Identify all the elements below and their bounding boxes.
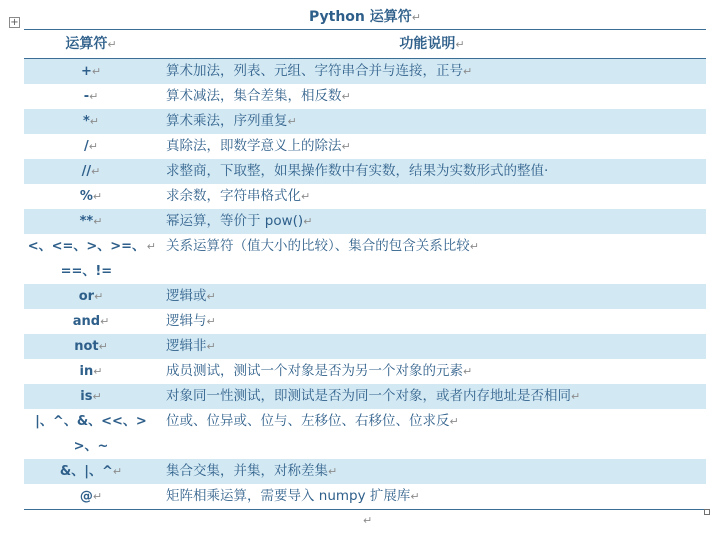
- operator-cell: - ↵: [83, 89, 99, 104]
- operator-cell: in ↵: [79, 364, 103, 379]
- table-row: [24, 334, 706, 359]
- operator-cell: + ↵: [80, 64, 102, 79]
- description-cell: 逻辑非↵: [166, 338, 216, 354]
- table-header-row: [24, 30, 706, 59]
- paragraph-mark-icon: ↵: [411, 11, 421, 24]
- table-move-handle-icon[interactable]: +: [10, 17, 19, 28]
- operator-cell: % ↵: [79, 189, 103, 204]
- table-row: [24, 384, 706, 409]
- operator-cell: &、|、^ ↵: [59, 464, 123, 479]
- table-row: [24, 159, 706, 184]
- caption-text: Python 运算符: [309, 9, 412, 25]
- paragraph-mark-icon: ↵: [363, 514, 373, 527]
- description-cell: 幂运算，等价于 pow()↵: [166, 213, 313, 229]
- operator-cell: |、^、&、<<、>>、~: [35, 414, 147, 454]
- description-cell: 逻辑与↵: [166, 313, 216, 329]
- table-row: [24, 284, 706, 309]
- description-cell: 集合交集，并集，对称差集↵: [166, 463, 338, 479]
- description-cell: 真除法，即数学意义上的除法↵: [166, 138, 351, 154]
- operator-cell: or ↵: [78, 289, 104, 304]
- operator-cell: and ↵: [72, 314, 110, 329]
- table-caption: [24, 6, 706, 28]
- description-cell: 逻辑或↵: [166, 288, 216, 304]
- operator-cell: / ↵: [84, 139, 98, 154]
- table-row: [24, 134, 706, 159]
- table-row: [24, 84, 706, 109]
- table-row: [24, 359, 706, 384]
- table-row: [24, 209, 706, 234]
- operator-table: [24, 29, 706, 510]
- operator-cell: ** ↵: [79, 214, 103, 229]
- table-row: [24, 309, 706, 334]
- description-cell: 算术乘法，序列重复↵: [166, 113, 297, 129]
- description-cell: 矩阵相乘运算，需要导入 numpy 扩展库↵: [166, 488, 420, 504]
- operator-cell: <、<=、>、>=、==、!= ↵: [27, 239, 156, 279]
- description-cell: 算术加法，列表、元组、字符串合并与连接，正号↵: [166, 63, 473, 79]
- table-row: [24, 409, 706, 459]
- description-cell: 位或、位异或、位与、左移位、右移位、位求反↵: [166, 413, 459, 429]
- description-cell: 求余数，字符串格式化↵: [166, 188, 311, 204]
- table-row: [24, 459, 706, 484]
- header-operator: 运算符 ↵: [65, 35, 117, 52]
- operator-cell: * ↵: [82, 114, 100, 129]
- description-cell: 成员测试，测试一个对象是否为另一个对象的元素↵: [166, 363, 473, 379]
- operator-cell: // ↵: [81, 164, 101, 179]
- table-row: [24, 109, 706, 134]
- description-cell: 对象同一性测试，即测试是否为同一个对象，或者内存地址是否相同↵: [166, 388, 581, 404]
- operator-cell: is ↵: [80, 389, 102, 404]
- operator-cell: not ↵: [74, 339, 108, 354]
- header-description: 功能说明↵: [399, 36, 465, 52]
- operator-cell: @ ↵: [79, 489, 103, 504]
- description-cell: 关系运算符（值大小的比较）、集合的包含关系比较↵: [166, 238, 479, 254]
- table-resize-handle-icon[interactable]: [704, 509, 710, 515]
- description-cell: 算术减法，集合差集，相反数↵: [166, 88, 351, 104]
- table-row: [24, 484, 706, 509]
- table-row: [24, 59, 706, 84]
- table-row: [24, 184, 706, 209]
- table-row: [24, 234, 706, 284]
- description-cell: 求整商，下取整，如果操作数中有实数，结果为实数形式的整值·: [166, 163, 549, 179]
